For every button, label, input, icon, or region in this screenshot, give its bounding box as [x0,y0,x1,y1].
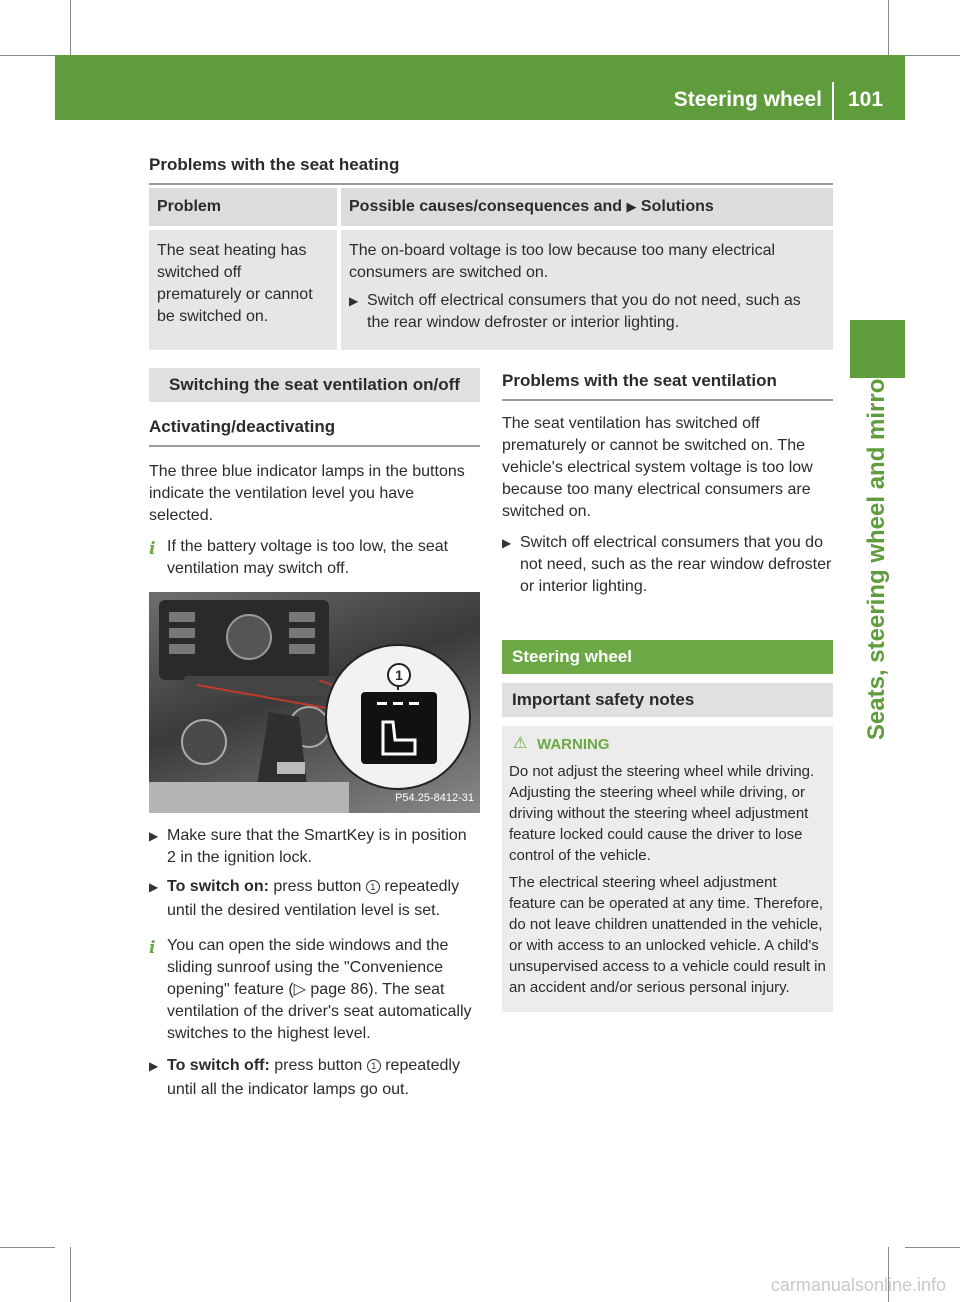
vent-problems-title: Problems with the seat ventilation [502,371,777,390]
ventilation-section-title: Switching the seat ventilation on/off [149,368,480,402]
crop-mark [905,55,960,56]
crop-mark [888,0,889,55]
info-icon: i [149,539,156,559]
warning-triangle-icon: ⚠ [513,735,528,752]
col-causes-label: Possible causes/consequences and [349,198,623,215]
ventilation-button-photo [149,592,480,813]
step-arrow-icon: ▶ [149,880,159,894]
solution-step: ▶ Switch off electrical consumers that you do not need, such as the rear window defroster or interior lighting. [349,292,801,331]
table-row [149,230,833,350]
callout-marker: 1 [387,663,411,687]
warning-text-1: Do not adjust the steering wheel while driving. Adjusting the steering wheel while driving, or driving without the steering wheel adjustment feature locked could cause the driver to lose control of the vehicle. [509,763,815,864]
header-divider [832,82,834,120]
page-number: 101 [848,88,884,111]
crop-mark [905,1247,960,1248]
button-1-callout-icon: 1 [367,1059,381,1073]
info-note: i If the battery voltage is too low, the seat ventilation may switch off. [149,538,449,577]
subsection-rule [149,445,480,447]
vent-problems-step: ▶ Switch off electrical consumers that you do not need, such as the rear window defroster or interior lighting. [502,534,832,595]
col-problem-header: Problem [149,188,337,226]
vent-problems-text: The seat ventilation has switched off prematurely or cannot be switched on. The vehicle's electrical system voltage is too low because too many electrical consumers are switched on. [502,415,813,520]
crop-mark [70,0,71,55]
cause-text: The on-board voltage is too low because too many electrical consumers are switched on. [349,242,776,281]
safety-notes-title: Important safety notes [502,683,833,717]
info-note: i You can open the side windows and the sliding sunroof using the "Convenience opening" feature (▷ page 86). The seat ventilation of the driver's seat automatically switches to the highest level. [149,937,472,1042]
step-switch-on: ▶ To switch on: press button 1 repeatedly until the desired ventilation level is set. [149,875,480,923]
table-header-row [149,188,833,226]
problem-cell: The seat heating has switched off prematurely or cannot be switched on. [149,230,337,350]
image-reference-code: P54.25-8412-31 [395,792,474,804]
activating-subtitle: Activating/deactivating [149,417,336,436]
step-switch-off: ▶ To switch off: press button 1 repeatedly until all the indicator lamps go out. [149,1054,480,1102]
crop-mark [0,55,55,56]
crop-mark [0,1247,55,1248]
watermark: carmanualsonline.info [770,1275,946,1295]
col-solutions-label: Solutions [640,198,714,215]
warning-label: ⚠ WARNING [513,735,610,753]
step-arrow-icon: ▶ [502,536,512,550]
left-column [149,368,480,1108]
button-1-callout-icon: 1 [366,880,380,894]
right-column [502,370,833,1012]
cause-cell [341,230,833,350]
section-rule [502,399,833,401]
ventilation-intro: The three blue indicator lamps in the buttons indicate the ventilation level you have selected. [149,463,465,524]
step-arrow-icon: ▶ [149,829,159,843]
col-causes-header [341,188,833,226]
step-arrow-icon: ▶ [349,294,359,308]
crop-mark [70,1247,71,1302]
dashboard-illustration [149,592,480,813]
heating-problem-table [149,188,833,350]
section-rule [149,183,833,185]
solutions-arrow-icon: ▶ [626,199,637,214]
heating-section [149,155,833,185]
side-tab-label: Seats, steering wheel and mirrors [863,355,890,741]
warning-box [502,726,833,1012]
warning-text-2: The electrical steering wheel adjustment feature can be operated at any time. Therefore, do not leave children unattended in the vehicle, or with access to an unlocked vehicle. A child's unsupervised access to a vehicle could result in an accident and/or serious personal injury. [509,874,826,996]
step-smartkey: ▶ Make sure that the SmartKey is in position 2 in the ignition lock. [149,827,467,866]
page-title: Steering wheel [673,88,822,111]
steering-wheel-section-title: Steering wheel [502,640,833,674]
step-arrow-icon: ▶ [149,1059,159,1073]
heating-title: Problems with the seat heating [149,155,400,174]
info-icon: i [149,938,156,958]
